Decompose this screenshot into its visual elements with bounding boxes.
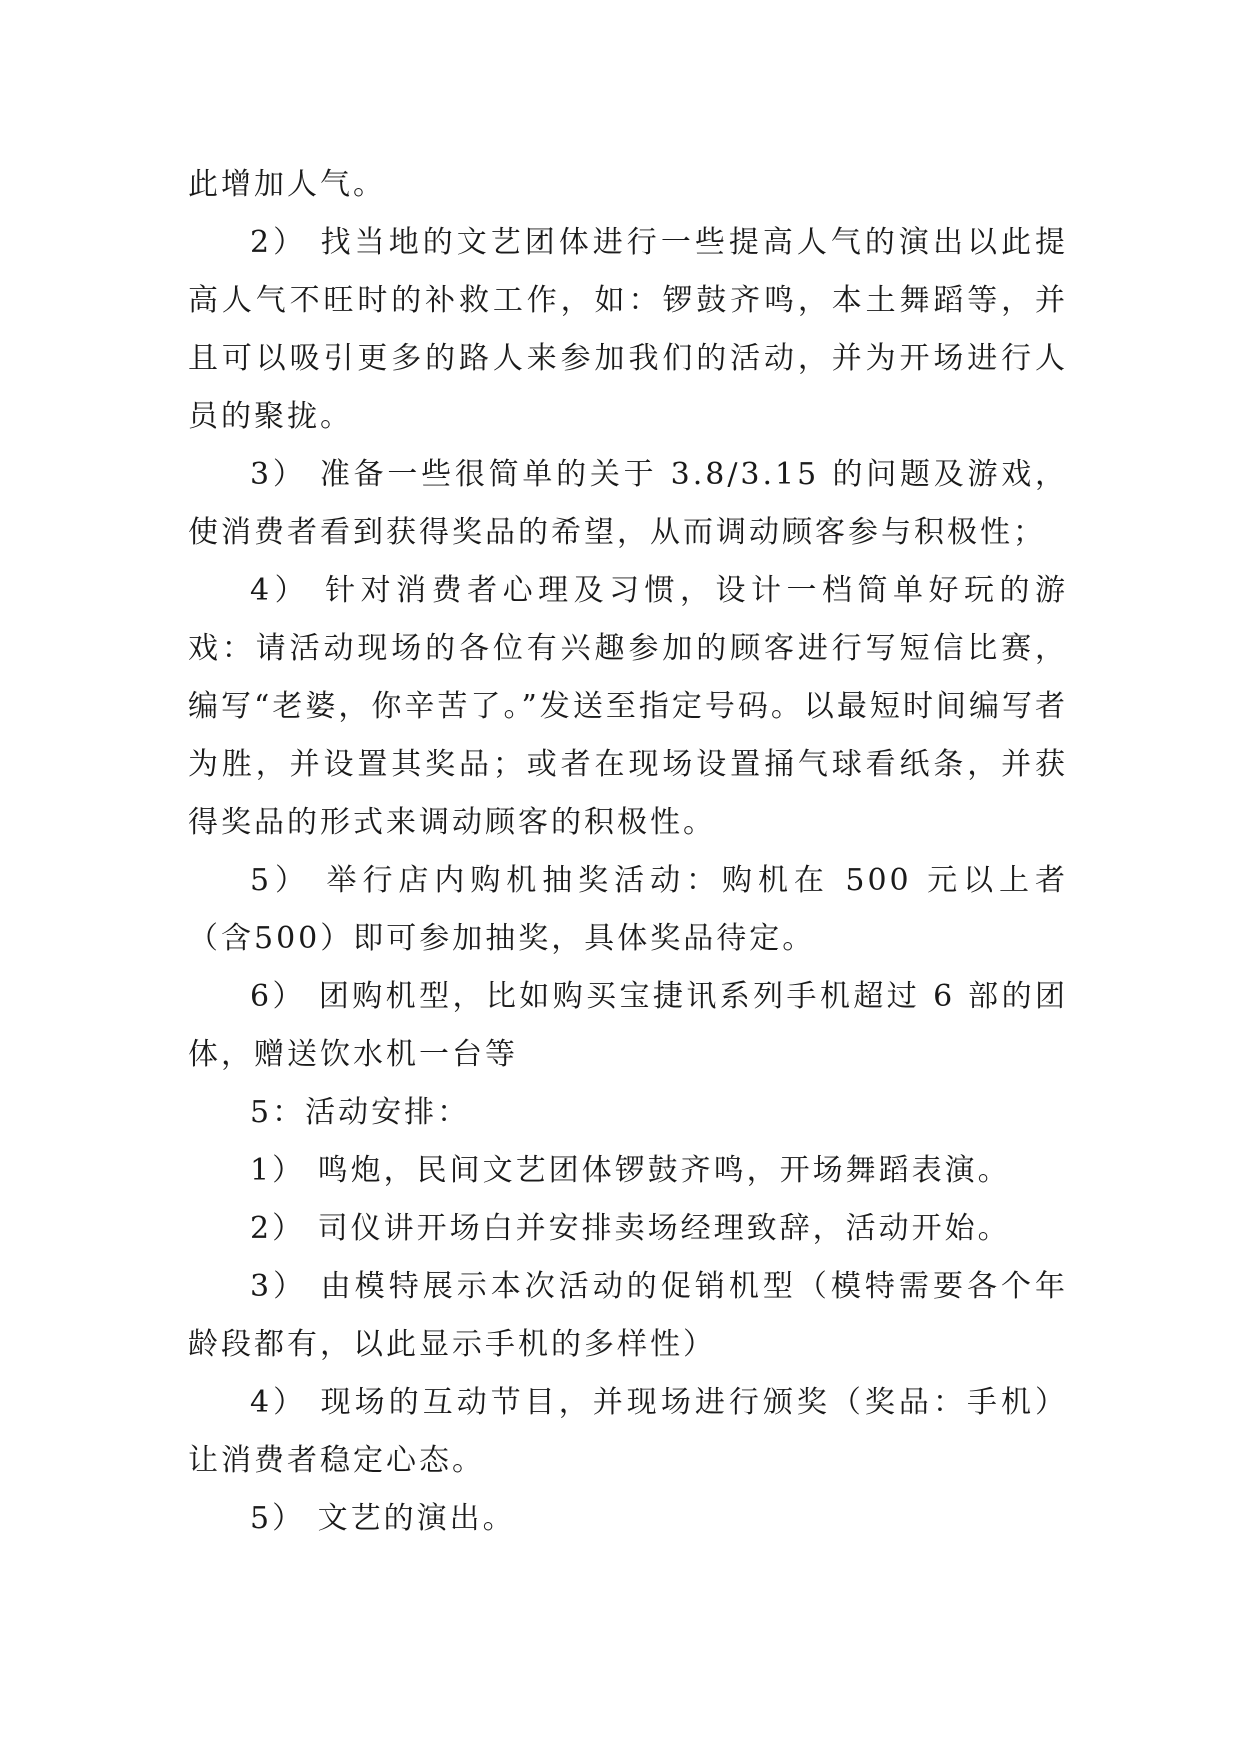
paragraph-5: 5） 举行店内购机抽奖活动：购机在 500 元以上者（含500）即可参加抽奖，具体奖品待定。 xyxy=(188,863,1068,956)
paragraph-1: 此增加人气。 xyxy=(188,167,386,202)
paragraph-11: 4） 现场的互动节目，并现场进行颁奖（奖品：手机）让消费者稳定心态。 xyxy=(188,1385,1068,1478)
paragraph-9: 2） 司仪讲开场白并安排卖场经理致辞，活动开始。 xyxy=(250,1211,1011,1246)
section-heading: 5：活动安排： xyxy=(250,1095,471,1130)
paragraph-3: 3） 准备一些很简单的关于 3.8/3.15 的问题及游戏，使消费者看到获得奖品的希望，从而调动顾客参与积极性； xyxy=(188,457,1068,550)
paragraph-8: 1） 鸣炮，民间文艺团体锣鼓齐鸣，开场舞蹈表演。 xyxy=(250,1153,1011,1188)
paragraph-6: 6） 团购机型，比如购买宝捷讯系列手机超过 6 部的团体，赠送饮水机一台等 xyxy=(188,979,1068,1072)
paragraph-2: 2） 找当地的文艺团体进行一些提高人气的演出以此提高人气不旺时的补救工作，如：锣鼓齐鸣，本土舞蹈等，并且可以吸引更多的路人来参加我们的活动，并为开场进行人员的聚拢。 xyxy=(188,225,1068,434)
paragraph-10: 3） 由模特展示本次活动的促销机型（模特需要各个年龄段都有，以此显示手机的多样性） xyxy=(188,1269,1068,1362)
paragraph-4: 4） 针对消费者心理及习惯，设计一档简单好玩的游戏：请活动现场的各位有兴趣参加的顾客进行写短信比赛，编写“老婆，你辛苦了。”发送至指定号码。以最短时间编写者为胜，并设置其奖品；或者在现场设置捅气球看纸条，并获得奖品的形式来调动顾客的积极性。 xyxy=(188,573,1068,840)
paragraph-12: 5） 文艺的演出。 xyxy=(250,1501,516,1536)
document-body xyxy=(188,156,1068,1548)
